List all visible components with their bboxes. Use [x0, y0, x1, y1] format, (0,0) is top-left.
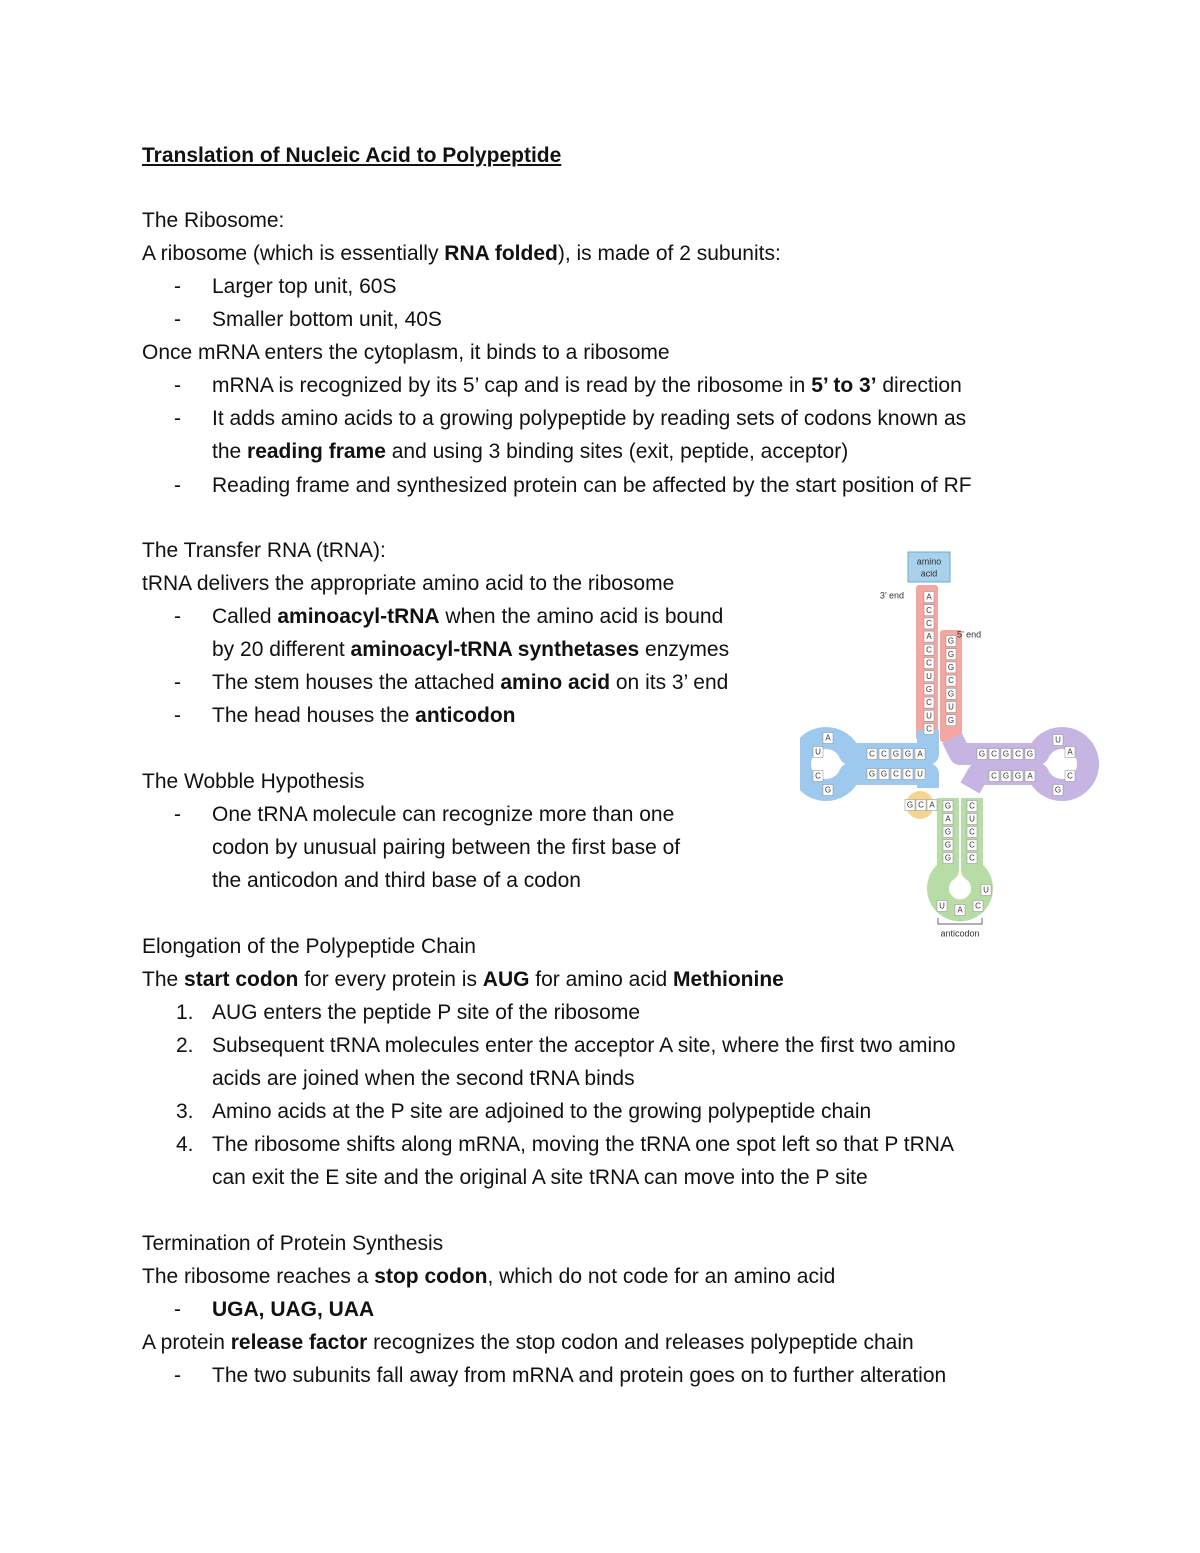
ribosome-bullet-small: Smaller bottom unit, 40S: [212, 308, 442, 331]
anticodon-left-base: A: [945, 814, 951, 824]
bullet-dash: -: [174, 308, 181, 331]
mrna-line: Once mRNA enters the cytoplasm, it binds to a ribosome: [142, 341, 670, 364]
acceptor-left-base: C: [926, 724, 932, 734]
acceptor-left-base: A: [926, 632, 932, 642]
five-prime-end-label: 5’ end: [957, 629, 982, 640]
d-arm-top-base: G: [892, 749, 900, 759]
anticodon-loop-base: C: [975, 901, 981, 911]
acceptor-left-base: C: [926, 658, 932, 668]
termination-bullet: The two subunits fall away from mRNA and protein goes on to further alteration: [212, 1364, 947, 1387]
d-loop-base: U: [815, 747, 821, 757]
trna-bullet-aminoacyl: Called aminoacyl-tRNA when the amino acid is bound: [212, 605, 724, 628]
d-arm-bottom-base: C: [893, 769, 899, 779]
trna-cloverleaf-diagram: [800, 540, 1100, 940]
bullet-dash: -: [174, 605, 181, 628]
step-4-cont: can exit the E site and the original A site tRNA can move into the P site: [212, 1166, 868, 1189]
acceptor-left-base: G: [925, 685, 933, 695]
amino-acid-label-2: acid: [920, 568, 938, 579]
start-codon-line: The start codon for every protein is AUG for amino acid Methionine: [142, 968, 784, 991]
t-arm: [952, 735, 1088, 790]
anticodon-loop-base: U: [983, 885, 989, 895]
t-arm-bottom-base: C: [991, 771, 997, 781]
t-loop-base: U: [1055, 735, 1061, 745]
ribosome-bullet-large: Larger top unit, 60S: [212, 275, 397, 298]
ribosome-bullet-codons-cont: the reading frame and using 3 binding sites (exit, peptide, acceptor): [212, 440, 849, 463]
wobble-line-1: One tRNA molecule can recognize more than one: [212, 803, 675, 826]
acceptor-left-base: C: [926, 645, 932, 655]
anticodon-left-base: G: [944, 801, 952, 811]
anticodon-loop-base: A: [957, 905, 963, 915]
bullet-dash: -: [174, 474, 181, 497]
d-arm-bottom-base: G: [880, 769, 888, 779]
page-title: Translation of Nucleic Acid to Polypeptide: [142, 144, 562, 167]
bullet-dash: -: [174, 1364, 181, 1387]
d-arm-bottom-base: U: [917, 769, 923, 779]
t-loop-base: C: [1067, 771, 1073, 781]
wobble-heading: The Wobble Hypothesis: [142, 770, 365, 793]
wobble-line-3: the anticodon and third base of a codon: [212, 869, 581, 892]
acceptor-right-base: C: [948, 676, 954, 686]
amino-acid-label-1: amino: [916, 556, 942, 567]
step-number: 2.: [176, 1034, 194, 1057]
anticodon-right-base: C: [969, 853, 975, 863]
d-arm-top-base: C: [881, 749, 887, 759]
acceptor-right-base: G: [947, 689, 955, 699]
ribosome-heading: The Ribosome:: [142, 209, 285, 232]
variable-loop-base: C: [918, 800, 924, 810]
acceptor-left-base: U: [926, 671, 932, 681]
anticodon-left-base: G: [944, 853, 952, 863]
acceptor-left-base: U: [926, 711, 932, 721]
trna-intro: tRNA delivers the appropriate amino acid to the ribosome: [142, 572, 675, 595]
anticodon-right-base: C: [969, 840, 975, 850]
step-1: AUG enters the peptide P site of the ribosome: [212, 1001, 641, 1024]
t-arm-top-base: G: [1026, 749, 1034, 759]
d-arm-top-base: G: [904, 749, 912, 759]
three-prime-end-label: 3’ end: [879, 590, 904, 601]
bullet-dash: -: [174, 704, 181, 727]
trna-bullet-head: The head houses the anticodon: [212, 704, 516, 727]
t-arm-top-base: C: [991, 749, 997, 759]
trna-bullet-stem: The stem houses the attached amino acid on its 3’ end: [212, 671, 729, 694]
d-arm-top-base: A: [917, 749, 923, 759]
anticodon-right-base: C: [969, 827, 975, 837]
acceptor-right-base: U: [948, 702, 954, 712]
bullet-dash: -: [174, 1298, 181, 1321]
acceptor-right-base: G: [947, 715, 955, 725]
stop-codons-list: UGA, UAG, UAA: [212, 1298, 375, 1321]
t-loop-base: A: [1067, 747, 1073, 757]
step-number: 3.: [176, 1100, 194, 1123]
acceptor-right-base: G: [947, 636, 955, 646]
anticodon-loop-base: U: [939, 901, 945, 911]
t-arm-top-base: G: [978, 749, 986, 759]
anticodon-right-base: U: [969, 814, 975, 824]
step-2: Subsequent tRNA molecules enter the acceptor A site, where the first two amino: [212, 1034, 956, 1057]
step-number: 4.: [176, 1133, 194, 1156]
elongation-heading: Elongation of the Polypeptide Chain: [142, 935, 476, 958]
ribosome-intro: A ribosome (which is essentially RNA folded), is made of 2 subunits:: [142, 242, 781, 265]
t-arm-bottom-base: G: [1002, 771, 1010, 781]
trna-heading: The Transfer RNA (tRNA):: [142, 539, 386, 562]
step-4: The ribosome shifts along mRNA, moving the tRNA one spot left so that P tRNA: [212, 1133, 954, 1156]
bullet-dash: -: [174, 803, 181, 826]
stop-codon-line: The ribosome reaches a stop codon, which do not code for an amino acid: [142, 1265, 836, 1288]
t-loop-base: G: [1054, 785, 1062, 795]
d-arm-top-base: C: [869, 749, 875, 759]
acceptor-left-base: C: [926, 605, 932, 615]
wobble-line-2: codon by unusual pairing between the first base of: [212, 836, 681, 859]
anticodon-label: anticodon: [940, 928, 980, 939]
ribosome-bullet-rf: Reading frame and synthesized protein can be affected by the start position of RF: [212, 474, 972, 497]
step-3: Amino acids at the P site are adjoined to the growing polypeptide chain: [212, 1100, 872, 1123]
bullet-dash: -: [174, 374, 181, 397]
t-arm-top-base: C: [1015, 749, 1021, 759]
d-loop-base: C: [815, 771, 821, 781]
acceptor-left-base: A: [926, 592, 932, 602]
acceptor-left-base: C: [926, 619, 932, 629]
termination-heading: Termination of Protein Synthesis: [142, 1232, 444, 1255]
step-number: 1.: [176, 1001, 194, 1024]
anticodon-left-base: G: [944, 840, 952, 850]
acceptor-left-base: C: [926, 698, 932, 708]
d-loop-base: G: [824, 785, 832, 795]
anticodon-left-base: G: [944, 827, 952, 837]
variable-loop-base: G: [906, 800, 914, 810]
bullet-dash: -: [174, 275, 181, 298]
t-arm-bottom-base: A: [1027, 771, 1033, 781]
d-arm-bottom-base: G: [868, 769, 876, 779]
d-loop-base: A: [825, 733, 831, 743]
bullet-dash: -: [174, 407, 181, 430]
variable-loop-base: A: [929, 800, 935, 810]
step-2-cont: acids are joined when the second tRNA binds: [212, 1067, 635, 1090]
ribosome-bullet-cap: mRNA is recognized by its 5’ cap and is read by the ribosome in 5’ to 3’ direction: [212, 374, 962, 397]
bullet-dash: -: [174, 671, 181, 694]
anticodon-right-base: C: [969, 801, 975, 811]
t-arm-bottom-base: G: [1014, 771, 1022, 781]
d-arm-bottom-base: C: [905, 769, 911, 779]
trna-bullet-aminoacyl-cont: by 20 different aminoacyl-tRNA synthetases enzymes: [212, 638, 730, 661]
release-factor-line: A protein release factor recognizes the stop codon and releases polypeptide chain: [142, 1331, 914, 1354]
ribosome-bullet-codons: It adds amino acids to a growing polypeptide by reading sets of codons known as: [212, 407, 967, 430]
acceptor-right-base: G: [947, 649, 955, 659]
acceptor-right-base: G: [947, 663, 955, 673]
t-arm-top-base: G: [1002, 749, 1010, 759]
